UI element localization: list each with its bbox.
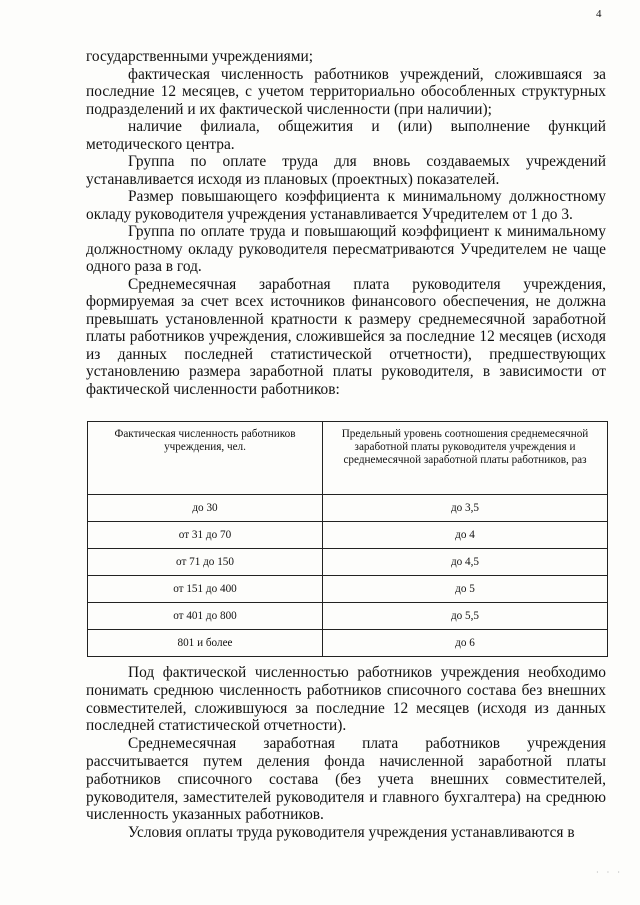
upper-text: [86, 48, 606, 398]
cell-ratio: до 6: [323, 630, 608, 657]
cell-ratio: до 4: [323, 522, 608, 549]
cell-headcount: 801 и более: [88, 630, 323, 657]
lower-text: [86, 664, 606, 842]
header-headcount: Фактическая численность работников учреждения, чел.: [88, 422, 323, 495]
table-row: [88, 522, 608, 549]
table-row: [88, 576, 608, 603]
paragraph-5: Размер повышающего коэффициента к минимальному должностному окладу руководителя учреждения устанавливается Учредителем от 1 до 3.: [86, 188, 606, 223]
cell-headcount: от 71 до 150: [88, 549, 323, 576]
paragraph-1: государственными учреждениями;: [86, 48, 313, 65]
paragraph-9: Среднемесячная заработная плата работников учреждения рассчитывается путем деления фонда начисленной заработной платы работников списочного состава (без учета внешних совместителей, руководителя, заместителей руководителя и главного бухгалтера) на среднюю численность указанных работников.: [86, 735, 606, 824]
scan-specks: · · ·: [596, 868, 623, 877]
table-header-row: [88, 422, 608, 495]
paragraph-7: Среднемесячная заработная плата руководителя учреждения, формируемая за счет всех источников финансового обеспечения, не должна превышать установленной кратности к размеру среднемесячной заработной платы работников учреждения, сложившейся за последние 12 месяцев (исходя из данных последней статистической отчетности), предшествующих установлению размера заработной платы руководителя, в зависимости от фактической численности работников:: [86, 275, 606, 398]
header-ratio: Предельный уровень соотношения среднемесячной заработной платы руководителя учреждения и среднемесячной заработной платы работников, раз: [323, 422, 608, 495]
paragraph-10: Условия оплаты труда руководителя учреждения устанавливаются в: [128, 824, 575, 842]
cell-ratio: до 5: [323, 576, 608, 603]
paragraph-6: Группа по оплате труда и повышающий коэффициент к минимальному должностному окладу руководителя пересматриваются Учредителем не чаще одного раза в год.: [86, 223, 606, 275]
cell-headcount: до 30: [88, 495, 323, 522]
table-row: [88, 495, 608, 522]
paragraph-4: Группа по оплате труда для вновь создаваемых учреждений устанавливается исходя из плановых (проектных) показателей.: [86, 153, 606, 188]
cell-ratio: до 3,5: [323, 495, 608, 522]
paragraph-8: Под фактической численностью работников учреждения необходимо понимать среднюю численность работников списочного состава без внешних совместителей, сложившуюся за последние 12 месяцев (исходя из данных последней статистической отчетности).: [86, 664, 606, 735]
table-row: [88, 630, 608, 657]
page-number: 4: [596, 8, 602, 20]
paragraph-3: наличие филиала, общежития и (или) выполнение функций методического центра.: [86, 118, 606, 153]
paragraph-2: фактическая численность работников учреждений, сложившаяся за последние 12 месяцев, с учетом территориально обособленных структурных подразделений и их фактической численности (при наличии);: [86, 65, 606, 118]
cell-headcount: от 151 до 400: [88, 576, 323, 603]
salary-ratio-table: [87, 421, 608, 657]
cell-ratio: до 5,5: [323, 603, 608, 630]
table-row: [88, 603, 608, 630]
cell-ratio: до 4,5: [323, 549, 608, 576]
table-row: [88, 549, 608, 576]
cell-headcount: от 401 до 800: [88, 603, 323, 630]
cell-headcount: от 31 до 70: [88, 522, 323, 549]
